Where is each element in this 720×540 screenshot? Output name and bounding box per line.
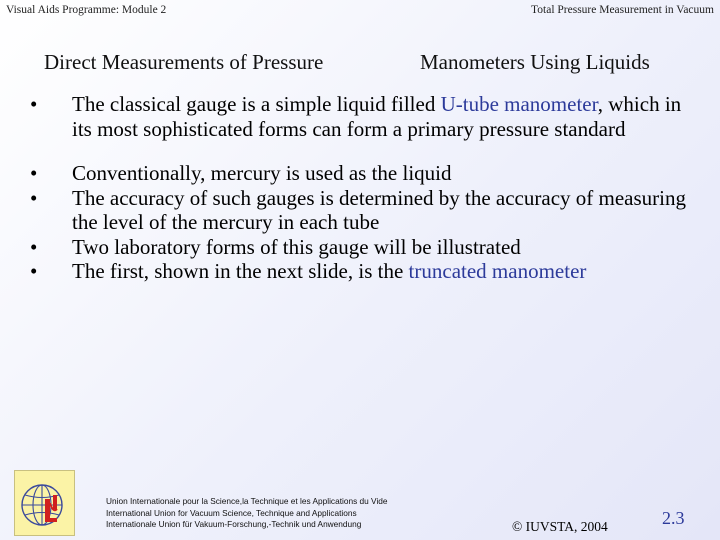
- bullet-item: • The first, shown in the next slide, is the truncated manometer: [30, 259, 690, 284]
- section-title: Direct Measurements of Pressure: [44, 50, 324, 74]
- header-topic: Total Pressure Measurement in Vacuum: [531, 4, 714, 16]
- iuvsta-logo-icon: [14, 470, 75, 536]
- truncated-manometer-term: truncated manometer: [408, 259, 587, 283]
- bullet-list: [30, 92, 690, 284]
- u-tube-manometer-term: U-tube manometer: [440, 92, 598, 116]
- header-module: Visual Aids Programme: Module 2: [6, 4, 167, 16]
- copyright: © IUVSTA, 2004: [512, 519, 608, 534]
- bullet-item: • The classical gauge is a simple liquid filled U-tube manometer, which in its most sophisticated forms can form a primary pressure standard: [30, 92, 690, 141]
- bullet-item: • Two laboratory forms of this gauge will be illustrated: [30, 235, 690, 260]
- bullet-item: • Conventionally, mercury is used as the liquid: [30, 161, 690, 186]
- bullet-item: • The accuracy of such gauges is determined by the accuracy of measuring the level of the mercury in each tube: [30, 186, 690, 235]
- page-number: 2.3: [662, 508, 685, 528]
- union-names: Union Internationale pour la Science,la Technique et les Applications du Vide International Union for Vacuum Science, Technique and Applications Internationale Union für Vakuum-Forschung,-Technik und Anwendung: [106, 496, 388, 530]
- slide-title: Manometers Using Liquids: [420, 50, 650, 74]
